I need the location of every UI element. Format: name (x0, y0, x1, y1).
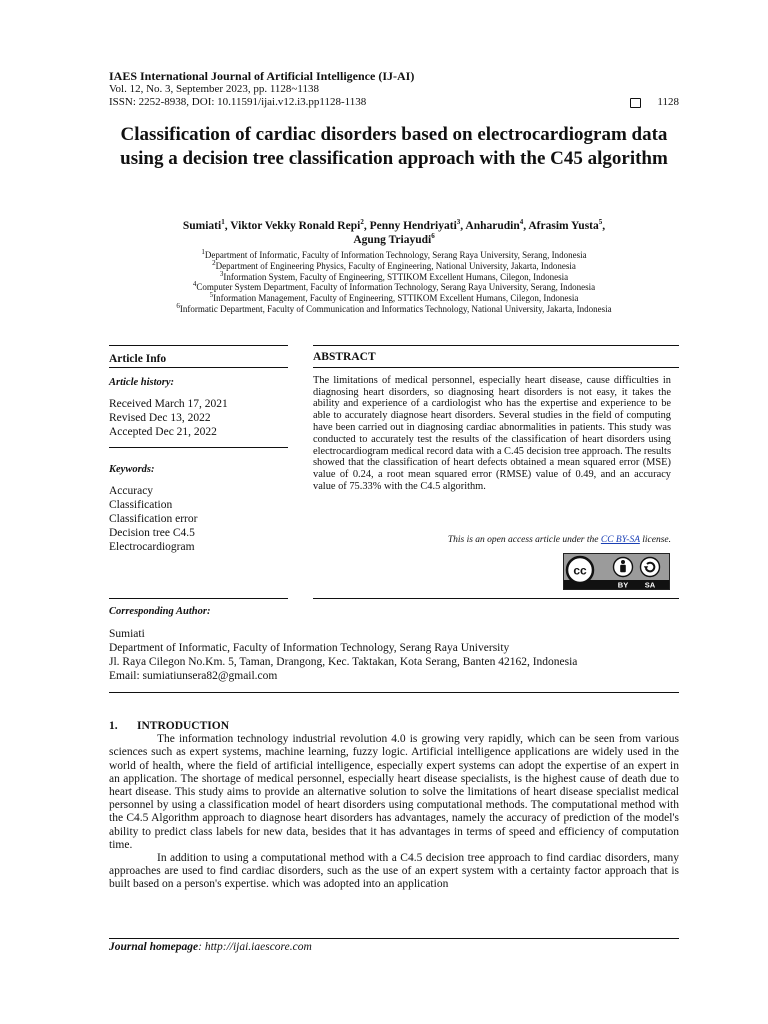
article-history-label: Article history: (109, 377, 175, 388)
badge-sa-label: SA (644, 580, 656, 589)
intro-paragraph: In addition to using a computational method with a C4.5 decision tree approach to find cardiac disorders, many approaches are used to find cardiac disorders, such as the use of an expert system with a certainty factor approach that is built based on a person's expertise. which was adopted into an application (109, 852, 679, 891)
history-item: Revised Dec 13, 2022 (109, 412, 211, 424)
keywords-label: Keywords: (109, 464, 155, 475)
page-number: 1128 (657, 96, 679, 108)
affiliation-text: Department of Informatic, Faculty of Information Technology, Serang Raya University, Serang, Indonesia (204, 250, 587, 260)
section-heading (109, 720, 679, 733)
corresponding-email[interactable]: Email: sumiatiunsera82@gmail.com (109, 670, 278, 682)
affiliation-text: Informatic Department, Faculty of Communication and Informatics Technology, National University, Jakarta, Indonesia (179, 303, 612, 314)
issn-row (109, 96, 679, 109)
section-number: 1. (109, 720, 118, 732)
keyword-item: Electrocardiogram (109, 541, 195, 553)
author-sep: , (523, 220, 529, 232)
license-note (313, 535, 671, 545)
keyword-item: Classification (109, 499, 173, 511)
history-item: Accepted Dec 21, 2022 (109, 426, 217, 438)
keyword-item: Decision tree C4.5 (109, 527, 195, 539)
abstract-top-rule (313, 345, 679, 346)
corresponding-author (109, 605, 679, 683)
affiliation-text: Information System, Faculty of Engineering, STTIKOM Excellent Humans, Cilegon, Indonesia (223, 271, 569, 282)
author-sup: 6 (431, 232, 435, 241)
journal-homepage (109, 941, 679, 953)
author-sep: , (224, 220, 231, 232)
footer-label: Journal homepage (109, 941, 199, 953)
abstract-heading: ABSTRACT (313, 351, 376, 363)
author-sup: 1 (221, 218, 225, 227)
intro-paragraph: The information technology industrial revolution 4.0 is growing very rapidly, which can be seen from various sciences such as expert systems, machine learning, fuzzy logic. Artificial intelligence applications are widely used in the world of health, where the field of artificial intelligence, especially expert systems can adopt the expertise of an expert in an application. The shortage of medical personnel, especially heart disease specialists, is the highest cause of death due to heart disease. This study aims to provide an alternative solution to solve the limitations of heart disease specialist medical personnel by using a classification model of heart disorders using computational methods. The computational method with the C4.5 Algorithm approach to diagnose heart disorders has advantages, namely the accuracy of prediction of the model's ability to predict class labels for new data, besides that it has advantages in terms of speed and efficiency of computation time. (109, 733, 679, 851)
abstract-text: The limitations of medical personnel, especially heart disease, cause difficulties in diagnosing heart disorders, so diagnosing heart disorders is not easy, it takes the ability and experience of a cardiologist who has the expertise and experience to be able to accurately diagnose heart disorders. Several studies in the field of computing have been carried out in diagnosing cardiac abnormalities in patients. This study was conducted to accurately test the results of the classification of heart disorders using electrocardiogram medical record data with a C.45 decision tree approach. The results showed that the classification of heart defects obtained a mean squared error (MSE) value of 0.24, a root mean squared error (RMSE) value of 0.49, and an accuracy value of 75.33% with the C4.5 algorithm. (313, 374, 671, 492)
article-info-heading: Article Info (109, 353, 167, 365)
affiliation-sup: 1 (201, 248, 205, 256)
author-name: Anharudin (465, 220, 520, 232)
square-bullet-icon (630, 98, 641, 108)
cc-badge-graphic (564, 554, 669, 589)
history-item: Received March 17, 2021 (109, 398, 228, 410)
affiliation (100, 250, 688, 261)
corresponding-bottom-rule (109, 692, 679, 693)
affiliation-text: Information Management, Faculty of Engineering, STTIKOM Excellent Humans, Cilegon, Indonesia (213, 293, 579, 304)
keywords-list (109, 484, 289, 554)
author-sup: 2 (360, 218, 364, 227)
cc-by-sa-link[interactable]: CC BY-SA (600, 535, 640, 545)
corresponding-line: Sumiati (109, 628, 145, 640)
author-sep: , (602, 220, 606, 232)
article-history-list (109, 397, 289, 439)
affiliation-sup: 4 (192, 280, 197, 289)
paper-title: Classification of cardiac disorders based on electrocardiogram data using a decision tree classification approach with the C45 algorithm (120, 124, 668, 169)
author-name: Afrasim Yusta (528, 220, 599, 232)
header-right (630, 96, 679, 109)
footer-rule (109, 938, 679, 939)
author-sep: , (460, 220, 466, 232)
corresponding-line: Jl. Raya Cilegon No.Km. 5, Taman, Drangong, Kec. Taktakan, Kota Serang, Banten 42162, Indonesia (109, 656, 578, 668)
corresponding-details (109, 627, 679, 683)
affiliation-sup: 5 (209, 291, 214, 300)
keyword-item: Accuracy (109, 485, 154, 497)
person-head (621, 560, 625, 564)
keyword-item: Classification error (109, 513, 198, 525)
cc-by-sa-badge[interactable] (563, 553, 670, 590)
license-prefix: This is an open access article under the (447, 535, 601, 545)
author-sup: 3 (456, 218, 461, 227)
volume-line: Vol. 12, No. 3, September 2023, pp. 1128~1138 (109, 83, 319, 95)
affiliation-sup: 2 (212, 258, 216, 267)
affiliation-text: Computer System Department, Faculty of Information Technology, Serang Raya University, Serang, Indonesia (196, 282, 596, 293)
affiliation-sup: 3 (219, 269, 224, 278)
affiliation (100, 269, 688, 283)
abstract-section (313, 352, 671, 493)
journal-header (109, 70, 679, 109)
abstract-bottom-rule (313, 598, 679, 599)
badge-by-label: BY (617, 580, 629, 589)
author-name: Sumiati (182, 220, 222, 232)
cc-glyph: cc (573, 563, 587, 578)
author-sep: , (363, 220, 370, 232)
author-list (100, 219, 688, 247)
introduction-section (109, 720, 679, 892)
footer-sep: : (198, 941, 205, 953)
article-info (109, 352, 289, 554)
author-name: Penny Hendriyati (369, 220, 457, 232)
journal-name: IAES International Journal of Artificial Intelligence (IJ-AI) (109, 69, 415, 83)
section-title: INTRODUCTION (137, 720, 230, 732)
article-info-bottom-rule (109, 598, 288, 599)
author-sup: 5 (598, 218, 603, 227)
affiliation-sup: 6 (176, 301, 180, 310)
article-info-top-rule (109, 345, 288, 346)
share-alike-icon (641, 558, 660, 577)
affiliation-text: Department of Engineering Physics, Faculty of Engineering, National University, Jakarta, Indonesia (215, 260, 576, 271)
journal-homepage-link[interactable]: http://ijai.iaescore.com (204, 941, 312, 953)
author-name: Agung Triayudi (353, 234, 432, 246)
author-name: Viktor Vekky Ronald Repi (230, 220, 361, 232)
author-sup: 4 (519, 218, 524, 227)
affiliation (100, 282, 688, 293)
issn-doi-line: ISSN: 2252-8938, DOI: 10.11591/ijai.v12.i3.pp1128-1138 (109, 96, 367, 108)
affiliation (100, 293, 688, 304)
person-body (620, 565, 626, 573)
corresponding-line: Department of Informatic, Faculty of Information Technology, Serang Raya University (109, 642, 510, 654)
corresponding-label: Corresponding Author: (109, 606, 211, 617)
affiliation (100, 301, 688, 315)
affiliation-list (100, 250, 688, 315)
affiliation (100, 258, 688, 272)
license-suffix: license. (639, 535, 671, 545)
